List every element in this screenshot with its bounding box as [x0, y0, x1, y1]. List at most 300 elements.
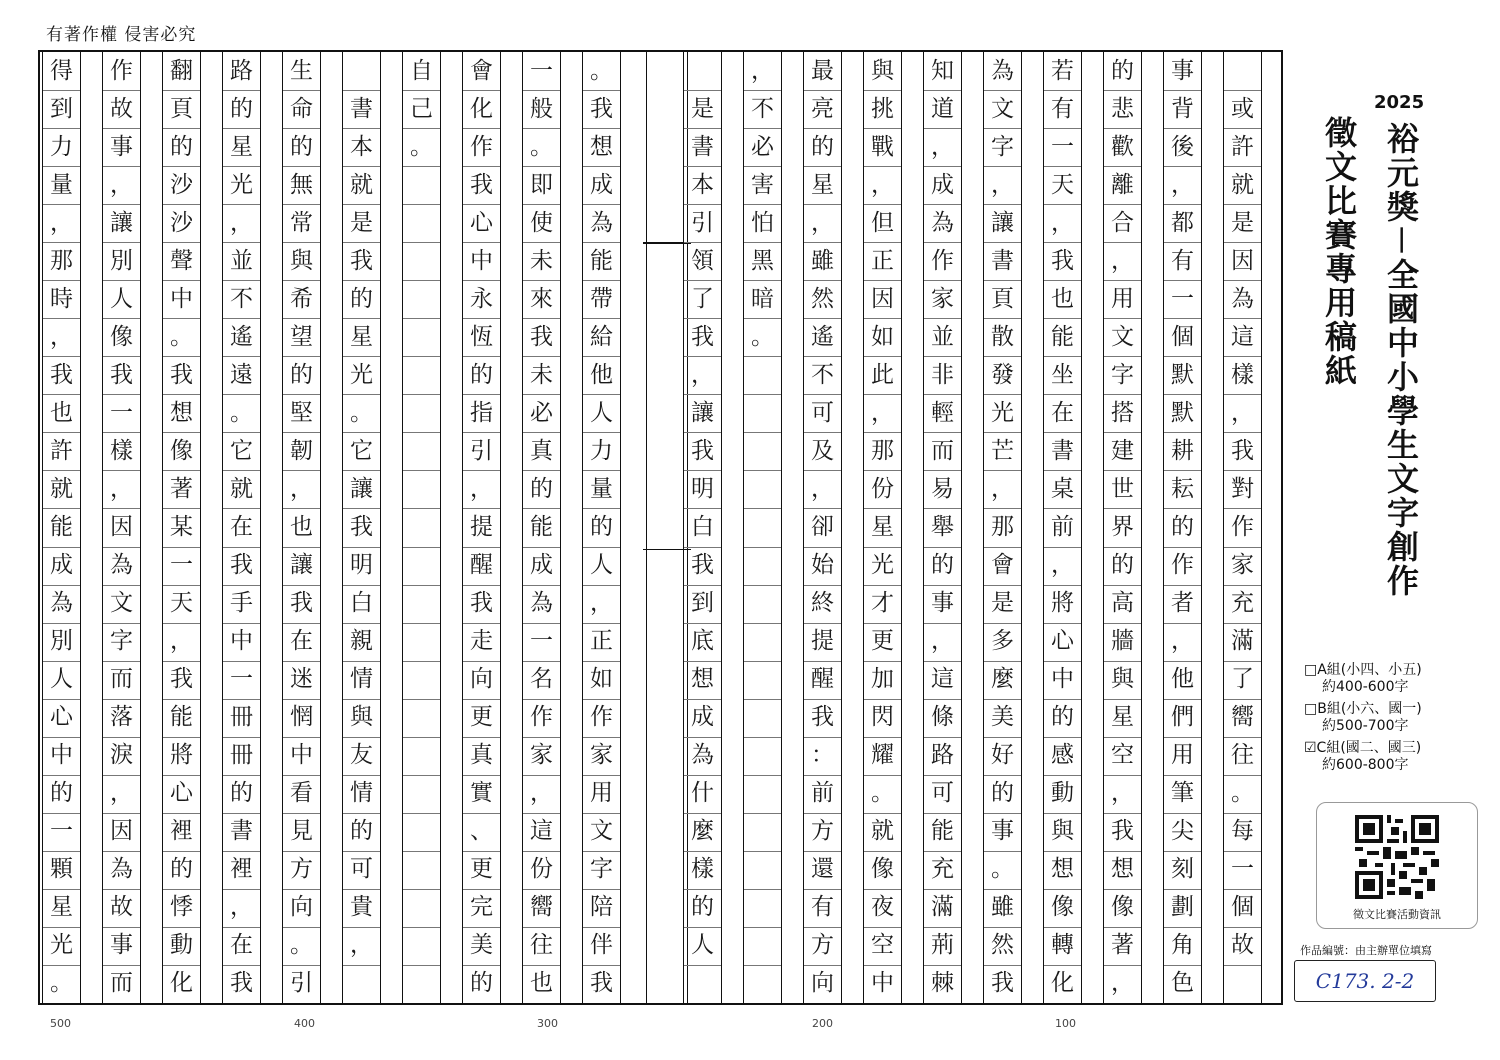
- manuscript-character: 得: [50, 57, 73, 84]
- manuscript-character: 害: [751, 171, 774, 198]
- manuscript-character: 我: [691, 437, 714, 464]
- manuscript-character: 領: [691, 247, 714, 274]
- manuscript-character: 樣: [1231, 361, 1254, 388]
- cell-divider: [1224, 965, 1261, 966]
- manuscript-character: 。: [751, 323, 774, 350]
- manuscript-column: [863, 52, 902, 1003]
- manuscript-character: 還: [811, 856, 834, 883]
- manuscript-character: 明: [350, 552, 373, 579]
- manuscript-character: 來: [530, 285, 553, 312]
- manuscript-character: 字: [991, 133, 1014, 160]
- manuscript-character: 我: [470, 590, 493, 617]
- manuscript-character: 戰: [871, 133, 894, 160]
- manuscript-character: 向: [811, 970, 834, 997]
- manuscript-grid: [38, 50, 1283, 1005]
- cell-divider: [744, 889, 781, 890]
- manuscript-character: 在: [1051, 399, 1074, 426]
- manuscript-character: 故: [1231, 932, 1254, 959]
- manuscript-character: 美: [991, 704, 1014, 731]
- cell-divider: [403, 394, 440, 395]
- manuscript-character: 惘: [290, 704, 313, 731]
- group-options: [1304, 662, 1422, 779]
- manuscript-character: 棘: [931, 970, 954, 997]
- manuscript-character: ，: [1051, 209, 1074, 236]
- manuscript-character: 像: [871, 856, 894, 883]
- manuscript-character: 此: [871, 361, 894, 388]
- manuscript-character: ，: [811, 475, 834, 502]
- manuscript-character: 我: [110, 361, 133, 388]
- manuscript-character: 牆: [1111, 628, 1134, 655]
- cell-divider: [403, 965, 440, 966]
- manuscript-character: 人: [590, 399, 613, 426]
- manuscript-character: 為: [691, 742, 714, 769]
- manuscript-character: 必: [751, 133, 774, 160]
- manuscript-character: ，: [530, 780, 553, 807]
- manuscript-character: 的: [470, 970, 493, 997]
- manuscript-column: [402, 52, 441, 1003]
- manuscript-character: 耀: [871, 742, 894, 769]
- manuscript-character: 也: [1051, 285, 1074, 312]
- manuscript-character: 的: [991, 780, 1014, 807]
- manuscript-character: ，: [170, 628, 193, 655]
- manuscript-character: 麼: [991, 666, 1014, 693]
- manuscript-character: 像: [170, 437, 193, 464]
- manuscript-character: 往: [530, 932, 553, 959]
- manuscript-character: ，: [691, 361, 714, 388]
- manuscript-character: 為: [991, 57, 1014, 84]
- manuscript-character: 而: [931, 437, 954, 464]
- manuscript-character: 的: [170, 133, 193, 160]
- manuscript-character: 空: [871, 932, 894, 959]
- manuscript-character: ，: [1111, 247, 1134, 274]
- manuscript-character: 他: [1171, 666, 1194, 693]
- copyright-notice: 有著作權 侵害必究: [46, 25, 197, 45]
- manuscript-character: 一: [1051, 133, 1074, 160]
- manuscript-character: 本: [691, 171, 714, 198]
- manuscript-character: 若: [1051, 57, 1074, 84]
- manuscript-column: [1223, 52, 1262, 1003]
- manuscript-character: 事: [991, 818, 1014, 845]
- manuscript-character: 高: [1111, 590, 1134, 617]
- manuscript-character: 個: [1231, 894, 1254, 921]
- cell-divider: [403, 166, 440, 167]
- manuscript-character: 光: [871, 552, 894, 579]
- manuscript-character: 書: [691, 133, 714, 160]
- manuscript-character: 想: [590, 133, 613, 160]
- manuscript-character: 星: [1111, 704, 1134, 731]
- manuscript-character: 中: [230, 628, 253, 655]
- manuscript-character: 為: [530, 590, 553, 617]
- manuscript-character: 像: [1111, 894, 1134, 921]
- manuscript-character: 如: [871, 323, 894, 350]
- cell-divider: [403, 585, 440, 586]
- manuscript-character: 我: [470, 171, 493, 198]
- manuscript-character: 也: [530, 970, 553, 997]
- manuscript-character: 在: [290, 628, 313, 655]
- manuscript-character: 們: [1171, 704, 1194, 731]
- manuscript-character: 中: [170, 285, 193, 312]
- cell-divider: [744, 775, 781, 776]
- manuscript-character: 化: [470, 95, 493, 122]
- manuscript-character: 落: [110, 704, 133, 731]
- manuscript-character: 可: [350, 856, 373, 883]
- manuscript-character: 作: [1231, 513, 1254, 540]
- manuscript-character: 最: [811, 57, 834, 84]
- manuscript-character: 因: [871, 285, 894, 312]
- manuscript-character: 然: [811, 285, 834, 312]
- manuscript-character: 合: [1111, 209, 1134, 236]
- manuscript-character: 中: [470, 247, 493, 274]
- manuscript-character: 為: [50, 590, 73, 617]
- manuscript-character: 後: [1171, 133, 1194, 160]
- manuscript-character: 的: [931, 552, 954, 579]
- group-a-option[interactable]: [1304, 662, 1422, 696]
- manuscript-character: 在: [230, 932, 253, 959]
- cell-divider: [744, 432, 781, 433]
- manuscript-character: 非: [931, 361, 954, 388]
- manuscript-character: 我: [50, 361, 73, 388]
- cell-divider: [403, 242, 440, 243]
- manuscript-character: 。: [530, 133, 553, 160]
- manuscript-character: 雖: [811, 247, 834, 274]
- manuscript-character: 的: [230, 95, 253, 122]
- scale-label-400: 400: [294, 1017, 315, 1030]
- manuscript-character: 迷: [290, 666, 313, 693]
- manuscript-character: ，: [871, 171, 894, 198]
- manuscript-character: 本: [350, 133, 373, 160]
- manuscript-character: ，: [290, 475, 313, 502]
- manuscript-character: 有: [1051, 95, 1074, 122]
- manuscript-character: 轉: [1051, 932, 1074, 959]
- manuscript-character: 感: [1051, 742, 1074, 769]
- manuscript-character: 尖: [1171, 818, 1194, 845]
- cell-divider: [744, 737, 781, 738]
- manuscript-character: 充: [931, 856, 954, 883]
- contest-subtitle: 徵文比賽專用稿紙: [1320, 116, 1358, 388]
- manuscript-character: 家: [530, 742, 553, 769]
- manuscript-character: 輕: [931, 399, 954, 426]
- manuscript-character: 事: [110, 133, 133, 160]
- manuscript-character: 一: [230, 666, 253, 693]
- manuscript-character: 是: [991, 590, 1014, 617]
- manuscript-character: 我: [590, 95, 613, 122]
- manuscript-column: [462, 52, 501, 1003]
- manuscript-character: 一: [530, 57, 553, 84]
- manuscript-character: 都: [1171, 209, 1194, 236]
- manuscript-character: 冊: [230, 704, 253, 731]
- group-b-option[interactable]: [1304, 701, 1422, 735]
- manuscript-character: 頁: [991, 285, 1014, 312]
- manuscript-character: 這: [1231, 323, 1254, 350]
- manuscript-character: 作: [931, 247, 954, 274]
- manuscript-character: 裡: [230, 856, 253, 883]
- manuscript-character: ：: [811, 742, 834, 769]
- manuscript-character: 能: [1051, 323, 1074, 350]
- manuscript-character: 星: [871, 513, 894, 540]
- manuscript-character: 耘: [1171, 475, 1194, 502]
- manuscript-character: 完: [470, 894, 493, 921]
- manuscript-character: 聲: [170, 247, 193, 274]
- manuscript-character: 化: [1051, 970, 1074, 997]
- manuscript-column: [683, 52, 722, 1003]
- manuscript-character: 力: [50, 133, 73, 160]
- manuscript-character: 我: [230, 552, 253, 579]
- manuscript-column: [1163, 52, 1202, 1003]
- manuscript-character: 無: [290, 171, 313, 198]
- manuscript-character: 書: [350, 95, 373, 122]
- manuscript-character: 空: [1111, 742, 1134, 769]
- scale-label-100: 100: [1055, 1017, 1076, 1030]
- manuscript-character: 是: [350, 209, 373, 236]
- manuscript-character: 我: [290, 590, 313, 617]
- manuscript-character: 在: [230, 513, 253, 540]
- manuscript-character: 不: [811, 361, 834, 388]
- manuscript-character: 樣: [110, 437, 133, 464]
- manuscript-character: 色: [1171, 970, 1194, 997]
- manuscript-character: 文: [991, 95, 1014, 122]
- manuscript-character: 著: [170, 475, 193, 502]
- manuscript-character: 為: [110, 856, 133, 883]
- manuscript-character: 個: [1171, 323, 1194, 350]
- manuscript-character: 建: [1111, 437, 1134, 464]
- manuscript-character: 份: [871, 475, 894, 502]
- manuscript-character: 書: [991, 247, 1014, 274]
- manuscript-character: ，: [931, 628, 954, 655]
- manuscript-character: 而: [110, 666, 133, 693]
- manuscript-character: 更: [871, 628, 894, 655]
- manuscript-character: 就: [350, 171, 373, 198]
- sidebar-panel: [1286, 50, 1500, 1010]
- manuscript-character: 讓: [110, 209, 133, 236]
- manuscript-character: 堅: [290, 399, 313, 426]
- manuscript-character: 充: [1231, 590, 1254, 617]
- manuscript-character: 散: [991, 323, 1014, 350]
- manuscript-character: 頁: [170, 95, 193, 122]
- manuscript-character: 就: [230, 475, 253, 502]
- manuscript-character: 指: [470, 399, 493, 426]
- manuscript-character: 亮: [811, 95, 834, 122]
- manuscript-character: 力: [590, 437, 613, 464]
- manuscript-character: 書: [230, 818, 253, 845]
- cell-divider: [684, 965, 721, 966]
- manuscript-character: 易: [931, 475, 954, 502]
- manuscript-character: 麼: [691, 818, 714, 845]
- manuscript-character: 背: [1171, 95, 1194, 122]
- cell-divider: [744, 394, 781, 395]
- manuscript-character: ，: [110, 171, 133, 198]
- manuscript-column: [983, 52, 1022, 1003]
- manuscript-character: 讓: [691, 399, 714, 426]
- manuscript-character: 。: [290, 932, 313, 959]
- manuscript-character: 正: [871, 247, 894, 274]
- cell-divider: [403, 204, 440, 205]
- manuscript-character: 正: [590, 628, 613, 655]
- manuscript-character: 卻: [811, 513, 834, 540]
- manuscript-character: 中: [1051, 666, 1074, 693]
- manuscript-character: 一: [1171, 285, 1194, 312]
- manuscript-character: 遙: [230, 323, 253, 350]
- manuscript-character: 滿: [1231, 628, 1254, 655]
- manuscript-character: 前: [1051, 513, 1074, 540]
- manuscript-character: 一: [530, 628, 553, 655]
- manuscript-character: 好: [991, 742, 1014, 769]
- manuscript-character: 或: [1231, 95, 1254, 122]
- manuscript-character: 星: [350, 323, 373, 350]
- manuscript-character: 星: [811, 171, 834, 198]
- manuscript-character: 名: [530, 666, 553, 693]
- manuscript-character: 某: [170, 513, 193, 540]
- manuscript-character: 白: [350, 590, 373, 617]
- manuscript-character: 使: [530, 209, 553, 236]
- cell-divider: [403, 508, 440, 509]
- manuscript-character: ，: [110, 780, 133, 807]
- cell-divider: [403, 813, 440, 814]
- manuscript-character: 了: [691, 285, 714, 312]
- manuscript-character: 對: [1231, 475, 1254, 502]
- manuscript-character: 帶: [590, 285, 613, 312]
- manuscript-character: 作: [1171, 552, 1194, 579]
- manuscript-character: 遠: [230, 361, 253, 388]
- manuscript-character: 方: [811, 932, 834, 959]
- manuscript-character: 歡: [1111, 133, 1134, 160]
- manuscript-character: 舉: [931, 513, 954, 540]
- manuscript-character: 別: [50, 628, 73, 655]
- manuscript-character: 伴: [590, 932, 613, 959]
- manuscript-character: 。: [871, 780, 894, 807]
- group-a-label: □A組(小四、小五): [1304, 662, 1422, 678]
- group-c-label: ☑C組(國二、國三): [1304, 740, 1422, 756]
- manuscript-character: 因: [110, 513, 133, 540]
- manuscript-character: 它: [230, 437, 253, 464]
- cell-divider: [744, 356, 781, 357]
- manuscript-character: 的: [350, 818, 373, 845]
- manuscript-character: 字: [590, 856, 613, 883]
- manuscript-character: 加: [871, 666, 894, 693]
- manuscript-column: [342, 52, 381, 1003]
- manuscript-character: 為: [590, 209, 613, 236]
- manuscript-character: 光: [991, 399, 1014, 426]
- manuscript-character: 顆: [50, 856, 73, 883]
- manuscript-column: [1103, 52, 1142, 1003]
- manuscript-character: 文: [590, 818, 613, 845]
- manuscript-character: 光: [350, 361, 373, 388]
- manuscript-character: 般: [530, 95, 553, 122]
- manuscript-character: 情: [350, 666, 373, 693]
- manuscript-character: 真: [530, 437, 553, 464]
- center-gap-column: [646, 52, 688, 1003]
- manuscript-character: 如: [590, 666, 613, 693]
- manuscript-character: 就: [871, 818, 894, 845]
- manuscript-character: 的: [530, 475, 553, 502]
- manuscript-character: 像: [110, 323, 133, 350]
- manuscript-character: 世: [1111, 475, 1134, 502]
- manuscript-character: 字: [110, 628, 133, 655]
- manuscript-character: 這: [530, 818, 553, 845]
- manuscript-character: 我: [350, 247, 373, 274]
- entry-number-box: C173. 2-2: [1294, 960, 1436, 1002]
- manuscript-character: 光: [50, 932, 73, 959]
- manuscript-character: 也: [290, 513, 313, 540]
- manuscript-character: 終: [811, 590, 834, 617]
- manuscript-character: 想: [1051, 856, 1074, 883]
- manuscript-character: 人: [691, 932, 714, 959]
- cell-divider: [403, 775, 440, 776]
- manuscript-character: 暗: [751, 285, 774, 312]
- manuscript-character: 與: [1111, 666, 1134, 693]
- group-b-range: 約500-700字: [1322, 718, 1409, 734]
- manuscript-character: 友: [350, 742, 373, 769]
- manuscript-character: 我: [170, 666, 193, 693]
- manuscript-character: ，: [230, 894, 253, 921]
- manuscript-character: 人: [590, 552, 613, 579]
- cell-divider: [403, 547, 440, 548]
- manuscript-character: 家: [1231, 552, 1254, 579]
- manuscript-column: [923, 52, 962, 1003]
- manuscript-character: 的: [230, 780, 253, 807]
- manuscript-character: 著: [1111, 932, 1134, 959]
- manuscript-character: 量: [590, 475, 613, 502]
- manuscript-character: 美: [470, 932, 493, 959]
- manuscript-character: 希: [290, 285, 313, 312]
- manuscript-character: 到: [50, 95, 73, 122]
- manuscript-character: ，: [1171, 628, 1194, 655]
- manuscript-character: 成: [50, 552, 73, 579]
- manuscript-character: 每: [1231, 818, 1254, 845]
- manuscript-character: 嚮: [530, 894, 553, 921]
- manuscript-character: 閃: [871, 704, 894, 731]
- manuscript-character: [684, 52, 721, 90]
- manuscript-character: 嚮: [1231, 704, 1254, 731]
- manuscript-character: 事: [1171, 57, 1194, 84]
- manuscript-character: 的: [1111, 552, 1134, 579]
- group-c-option[interactable]: [1304, 740, 1422, 774]
- manuscript-character: 能: [170, 704, 193, 731]
- manuscript-character: 我: [1231, 437, 1254, 464]
- manuscript-character: 的: [1171, 513, 1194, 540]
- manuscript-character: 沙: [170, 209, 193, 236]
- manuscript-character: 滿: [931, 894, 954, 921]
- manuscript-character: 醒: [470, 552, 493, 579]
- qr-code-card[interactable]: [1316, 802, 1478, 929]
- manuscript-character: 那: [991, 513, 1014, 540]
- cell-divider: [403, 661, 440, 662]
- manuscript-character: 角: [1171, 932, 1194, 959]
- manuscript-character: 成: [590, 171, 613, 198]
- manuscript-character: 讓: [290, 552, 313, 579]
- manuscript-character: 一: [110, 399, 133, 426]
- manuscript-character: 更: [470, 704, 493, 731]
- manuscript-character: 用: [1171, 742, 1194, 769]
- manuscript-character: ，: [470, 475, 493, 502]
- manuscript-character: 與: [1051, 818, 1074, 845]
- cell-divider: [744, 851, 781, 852]
- manuscript-character: 。: [170, 323, 193, 350]
- manuscript-column: [522, 52, 561, 1003]
- manuscript-character: 許: [1231, 133, 1254, 160]
- manuscript-character: 路: [230, 57, 253, 84]
- manuscript-character: 作: [110, 57, 133, 84]
- manuscript-character: 這: [931, 666, 954, 693]
- manuscript-character: 一: [50, 818, 73, 845]
- manuscript-character: 我: [350, 513, 373, 540]
- manuscript-character: 的: [350, 285, 373, 312]
- manuscript-character: 我: [230, 970, 253, 997]
- manuscript-character: 因: [110, 818, 133, 845]
- manuscript-character: 我: [691, 323, 714, 350]
- cell-divider: [744, 585, 781, 586]
- manuscript-character: 我: [1051, 247, 1074, 274]
- manuscript-character: 命: [290, 95, 313, 122]
